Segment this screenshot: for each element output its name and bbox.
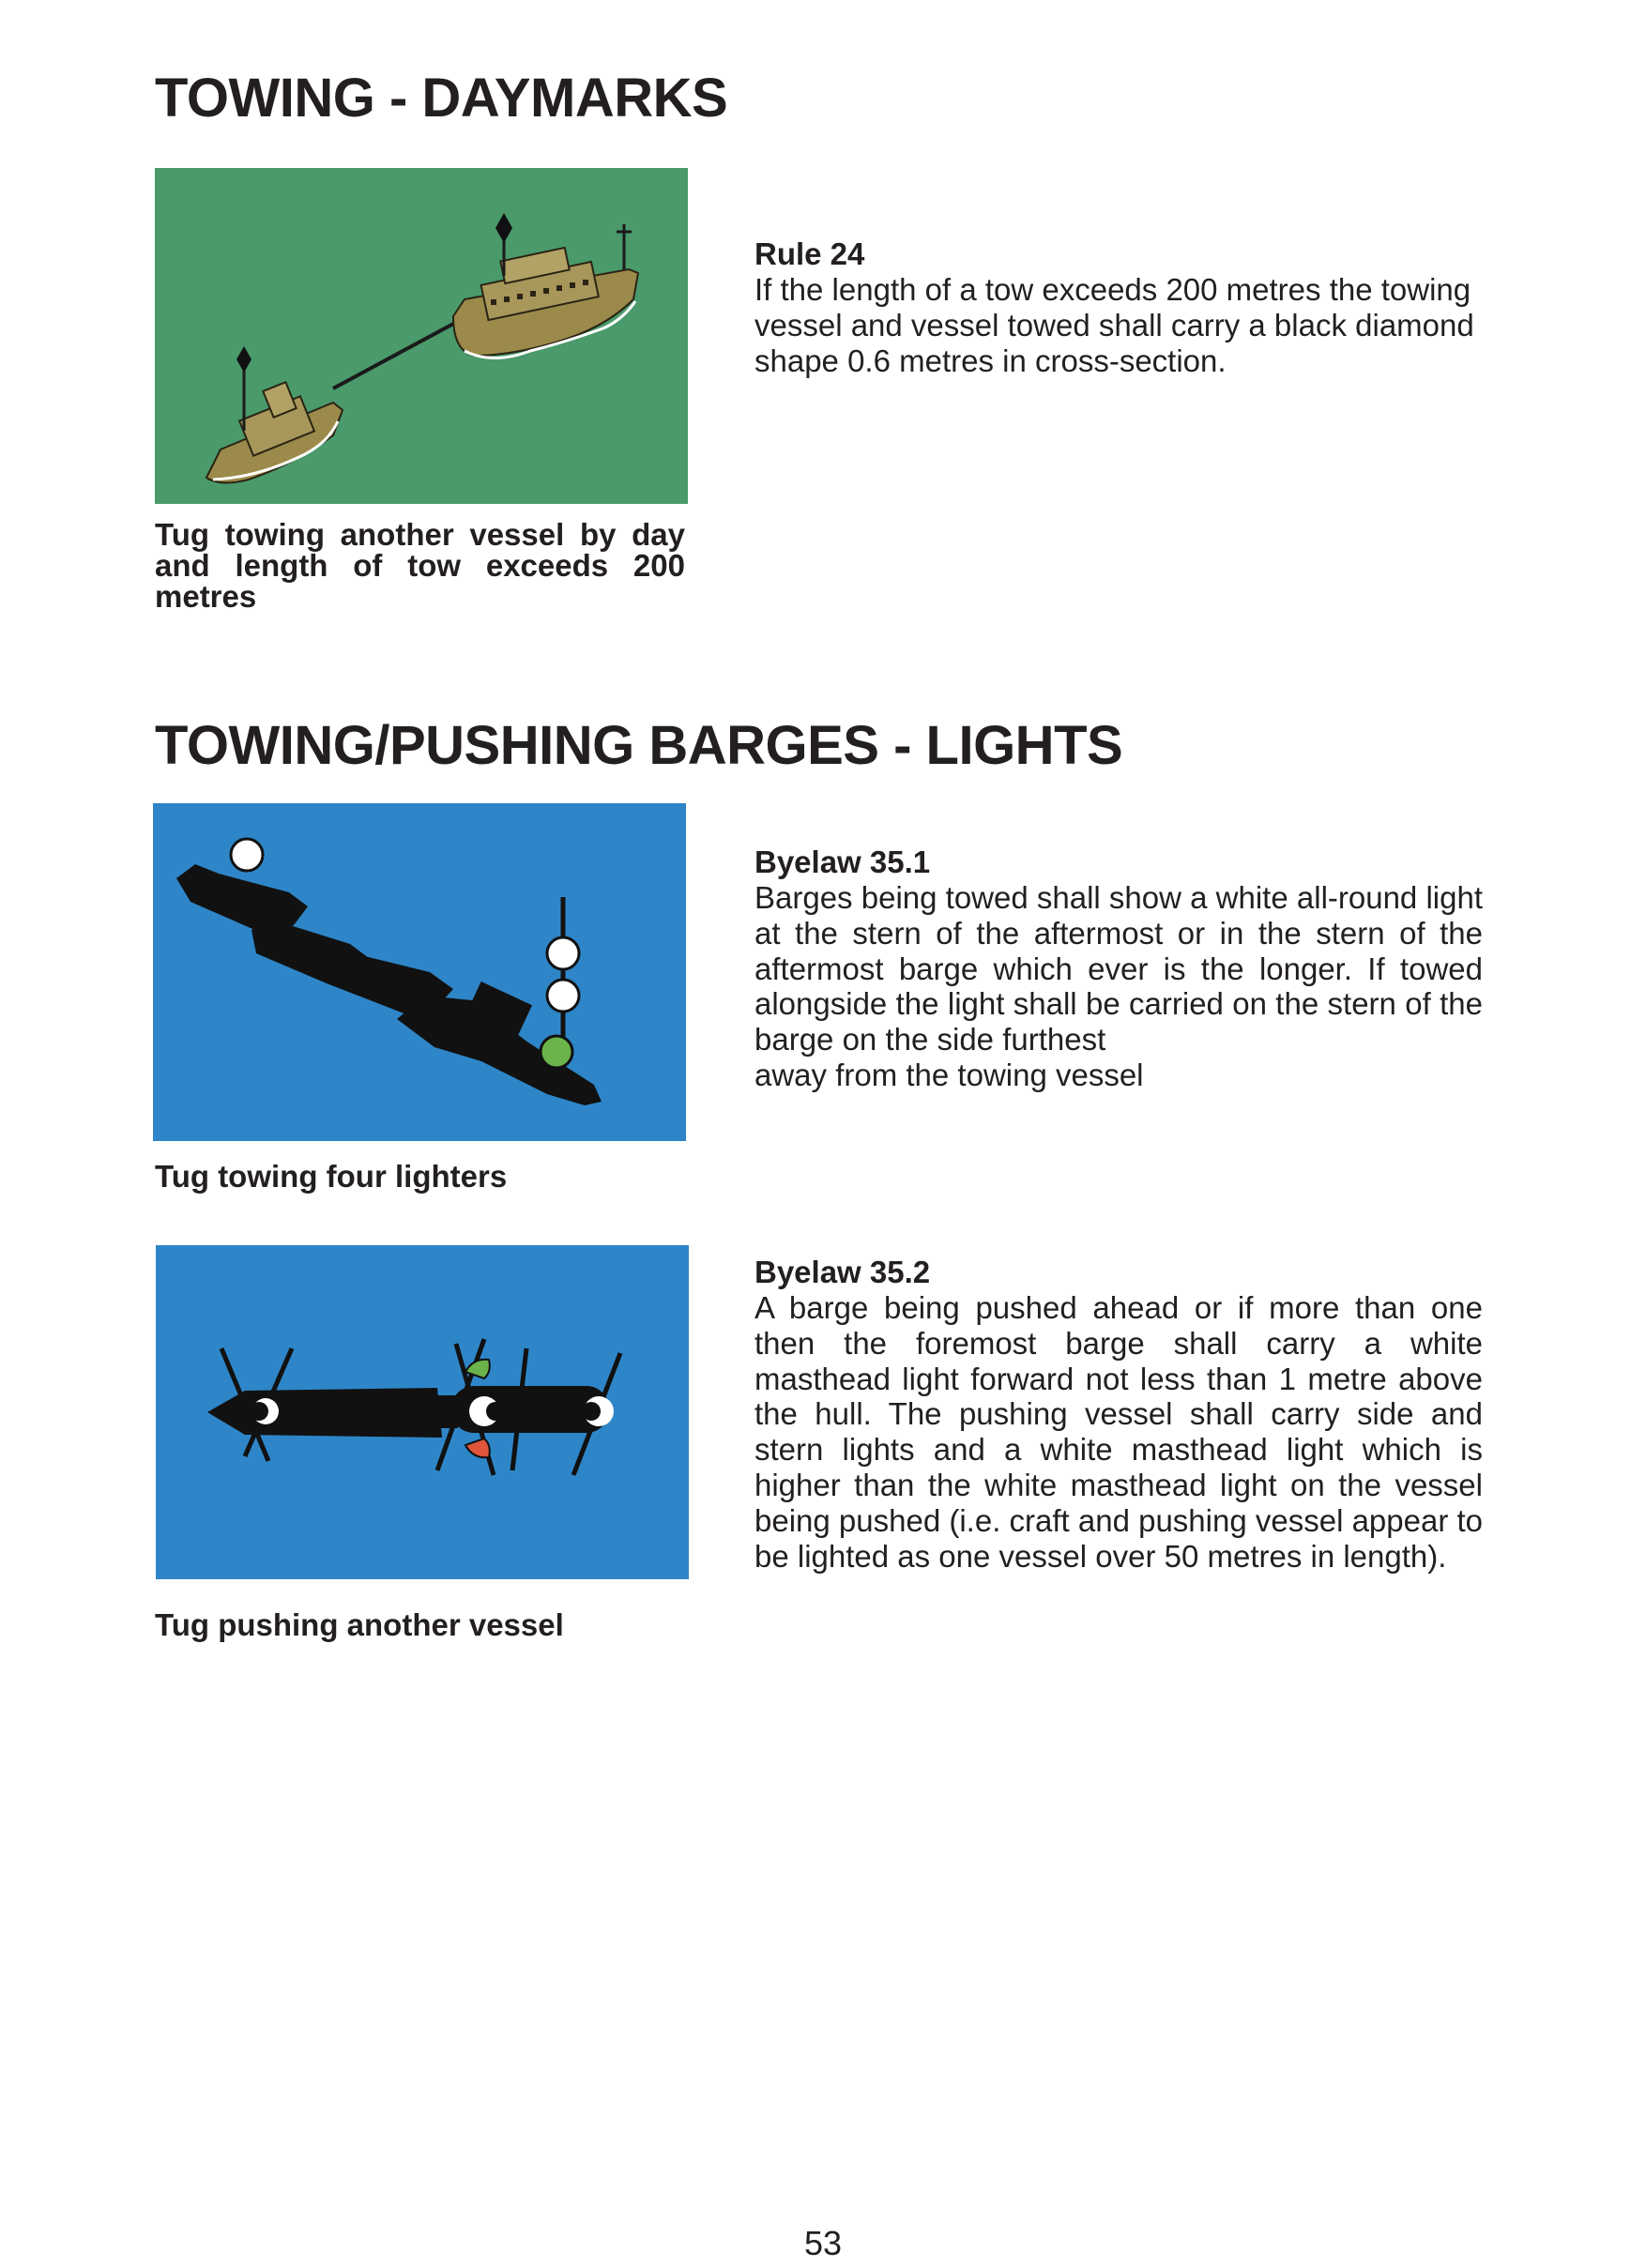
section-heading-barges: TOWING/PUSHING BARGES - LIGHTS	[155, 715, 1123, 776]
page-number: 53	[803, 2224, 843, 2262]
rule-title: Rule 24	[754, 236, 865, 271]
rule-block-24	[754, 236, 1483, 378]
rule-body: If the length of a tow exceeds 200 metres the towing vessel and vessel towed shall carry a black diamond shape 0.6 metres in cross-section.	[754, 272, 1474, 378]
byelaw-body: Barges being towed shall show a white all-round light at the stern of the aftermost or in the stern of the aftermost barge which ever is the longer. If towed alongside the light shall be carried on the stern of the barge on the side furthest	[754, 880, 1483, 1058]
byelaw-body: A barge being pushed ahead or if more than one then the foremost barge shall carry a white masthead light forward not less than 1 metre above the hull. The pushing vessel shall carry side and stern lights and a white masthead light which is higher than the white masthead light on the vessel being pushed (i.e. craft and pushing vessel appear to be lighted as one vessel over 50 metres in length).	[754, 1290, 1484, 1574]
stern-light-white	[231, 839, 263, 871]
figure-tug-pushing-vessel	[156, 1245, 689, 1579]
byelaw-block-35-2	[754, 1255, 1483, 1574]
section-heading-daymarks: TOWING - DAYMARKS	[155, 68, 728, 129]
byelaw-title: Byelaw 35.2	[754, 1255, 931, 1289]
figure-caption-pushing: Tug pushing another vessel	[155, 1607, 564, 1642]
figure-caption-lighters: Tug towing four lighters	[155, 1159, 508, 1194]
byelaw-block-35-1	[754, 845, 1483, 1093]
byelaw-title: Byelaw 35.1	[754, 845, 931, 879]
figure-tug-towing-daymarks	[155, 168, 688, 504]
figure-tug-towing-lighters	[153, 803, 686, 1141]
starboard-light-green	[541, 1036, 572, 1068]
byelaw-body-continued: away from the towing vessel	[754, 1057, 1144, 1092]
masthead-light-upper	[547, 937, 579, 969]
pushing-illustration	[156, 1245, 689, 1579]
figure-caption-daymarks: Tug towing another vessel by day and length of tow exceeds 200 metres	[155, 517, 685, 614]
tug-towing-illustration	[155, 168, 688, 504]
masthead-light-lower	[547, 980, 579, 1012]
lighters-illustration	[153, 803, 686, 1141]
